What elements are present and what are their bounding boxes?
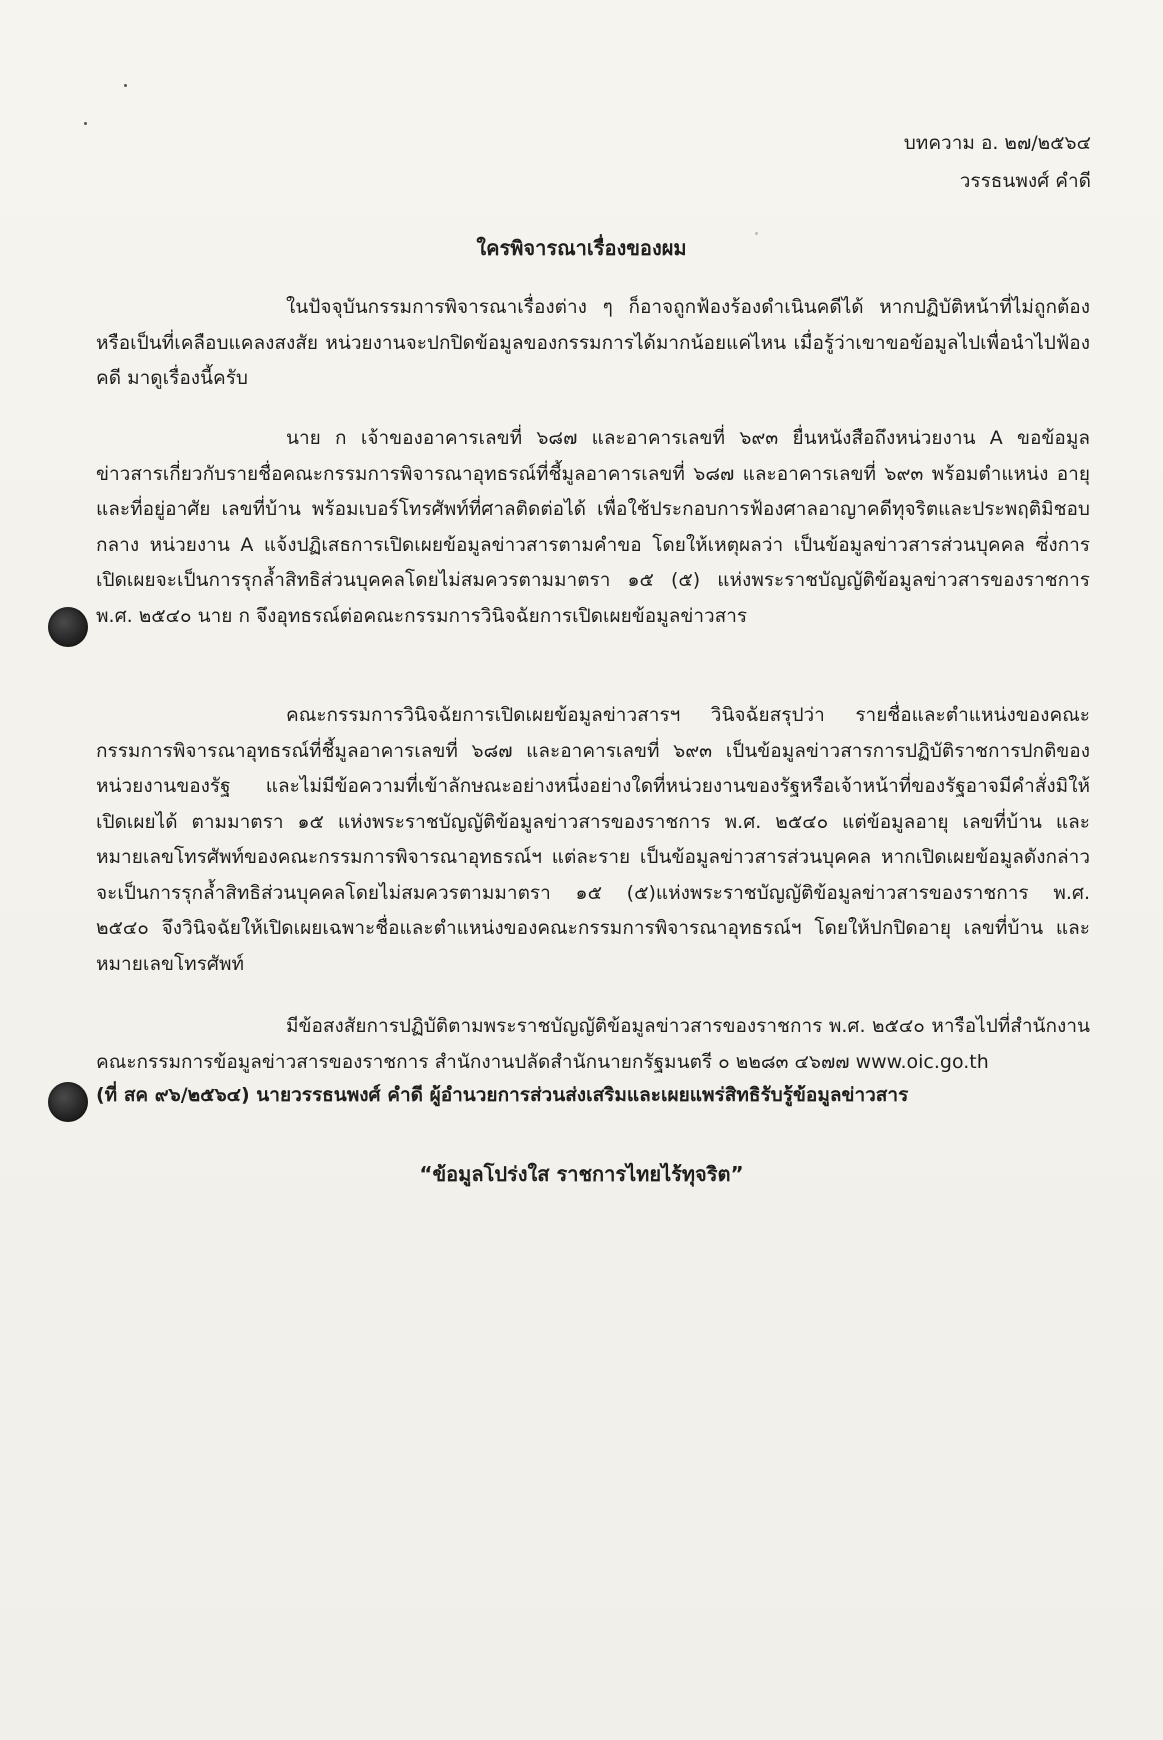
paragraph-text: นาย ก เจ้าของอาคารเลขที่ ๖๘๗ และอาคารเลขที่ ๖๙๓ ยื่นหนังสือถึงหน่วยงาน A ขอข้อมูลข่าวสารเกี่ยวกับรายชื่อคณะกรรมการพิจารณาอุทธรณ์ที่ชี้มูลอาคารเลขที่ ๖๘๗ และอาคารเลขที่ ๖๙๓ พร้อมตำแหน่ง อายุ และที่อยู่อาศัย เลขที่บ้าน พร้อมเบอร์โทรศัพท์ที่ศาลติดต่อได้ เพื่อใช้ประกอบการฟ้องศาลอาญาคดีทุจริตและประพฤติมิชอบกลาง หน่วยงาน A แจ้งปฏิเสธการเปิดเผยข้อมูลข่าวสารตามคำขอ โดยให้เหตุผลว่า เป็นข้อมูลข่าวสารส่วนบุคคล ซึ่งการเปิดเผยจะเป็นการรุกล้ำสิทธิส่วนบุคคลโดยไม่สมควรตามมาตรา ๑๕ (๕) แห่งพระราชบัญญัติข้อมูลข่าวสารของราชการ พ.ศ. ๒๕๔๐ นาย ก จึงอุทธรณ์ต่อคณะกรรมการวินิจฉัยการเปิดเผยข้อมูลข่าวสาร — [96, 427, 1090, 627]
paper-speck — [124, 84, 127, 87]
author-name: วรรธนพงศ์ คำดี — [959, 170, 1091, 192]
paragraph-text: ในปัจจุบันกรรมการพิจารณาเรื่องต่าง ๆ ก็อาจถูกฟ้องร้องดำเนินคดีได้ หากปฏิบัติหน้าที่ไม่ถูกต้อง หรือเป็นที่เคลือบแคลงสงสัย หน่วยงานจะปกปิดข้อมูลของกรรมการได้มากน้อยแค่ไหน เมื่อรู้ว่าเขาขอข้อมูลไปเพื่อนำไปฟ้องคดี มาดูเรื่องนี้ครับ — [96, 296, 1090, 389]
slogan: “ข้อมูลโปร่งใส ราชการไทยไร้ทุจริต” — [419, 1162, 744, 1186]
paragraph-case — [96, 421, 1090, 650]
punch-hole-icon — [48, 1082, 88, 1122]
article-title: ใครพิจารณาเรื่องของผม — [476, 236, 687, 260]
paragraph-intro — [96, 290, 1090, 413]
paragraph-text: มีข้อสงสัยการปฏิบัติตามพระราชบัญญัติข้อมูลข่าวสารของราชการ พ.ศ. ๒๕๔๐ หารือไปที่สำนักงานคณะกรรมการข้อมูลข่าวสารของราชการ สำนักงานปลัดสำนักนายกรัฐมนตรี ๐ ๒๒๘๓ ๔๖๗๗ www.oic.go.th — [96, 1015, 1090, 1073]
paper-speck — [84, 122, 87, 125]
punch-hole-icon — [48, 607, 88, 647]
paragraph-contact — [96, 1009, 1090, 1080]
paragraph-ruling — [96, 698, 1090, 998]
paragraph-text: คณะกรรมการวินิจฉัยการเปิดเผยข้อมูลข่าวสารฯ วินิจฉัยสรุปว่า รายชื่อและตำแหน่งของคณะกรรมการพิจารณาอุทธรณ์ที่ชี้มูลอาคารเลขที่ ๖๘๗ และอาคารเลขที่ ๖๙๓ เป็นข้อมูลข่าวสารการปฏิบัติราชการปกติของหน่วยงานของรัฐ และไม่มีข้อความที่เข้าลักษณะอย่างหนึ่งอย่างใดที่หน่วยงานของรัฐหรือเจ้าหน้าที่ของรัฐอาจมีคำสั่งมิให้เปิดเผยได้ ตามมาตรา ๑๕ แห่งพระราชบัญญัติข้อมูลข่าวสารของราชการ พ.ศ. ๒๕๔๐ แต่ข้อมูลอายุ เลขที่บ้าน และหมายเลขโทรศัพท์ของคณะกรรมการพิจารณาอุทธรณ์ฯ แต่ละราย เป็นข้อมูลข่าวสารส่วนบุคคล หากเปิดเผยข้อมูลดังกล่าวจะเป็นการรุกล้ำสิทธิส่วนบุคคลโดยไม่สมควรตามมาตรา ๑๕ (๕)แห่งพระราชบัญญัติข้อมูลข่าวสารของราชการ พ.ศ. ๒๕๔๐ จึงวินิจฉัยให้เปิดเผยเฉพาะชื่อและตำแหน่งของคณะกรรมการพิจารณาอุทธรณ์ฯ โดยให้ปกปิดอายุ เลขที่บ้าน และหมายเลขโทรศัพท์ — [96, 704, 1090, 975]
article-footer: (ที่ สค ๙๖/๒๕๖๔) นายวรรธนพงศ์ คำดี ผู้อำนวยการส่วนส่งเสริมและเผยแพร่สิทธิรับรู้ข้อมูลข่าวสาร — [96, 1084, 909, 1106]
article-reference — [904, 124, 1091, 200]
reference-number: บทความ อ. ๒๗/๒๕๖๔ — [903, 132, 1091, 154]
